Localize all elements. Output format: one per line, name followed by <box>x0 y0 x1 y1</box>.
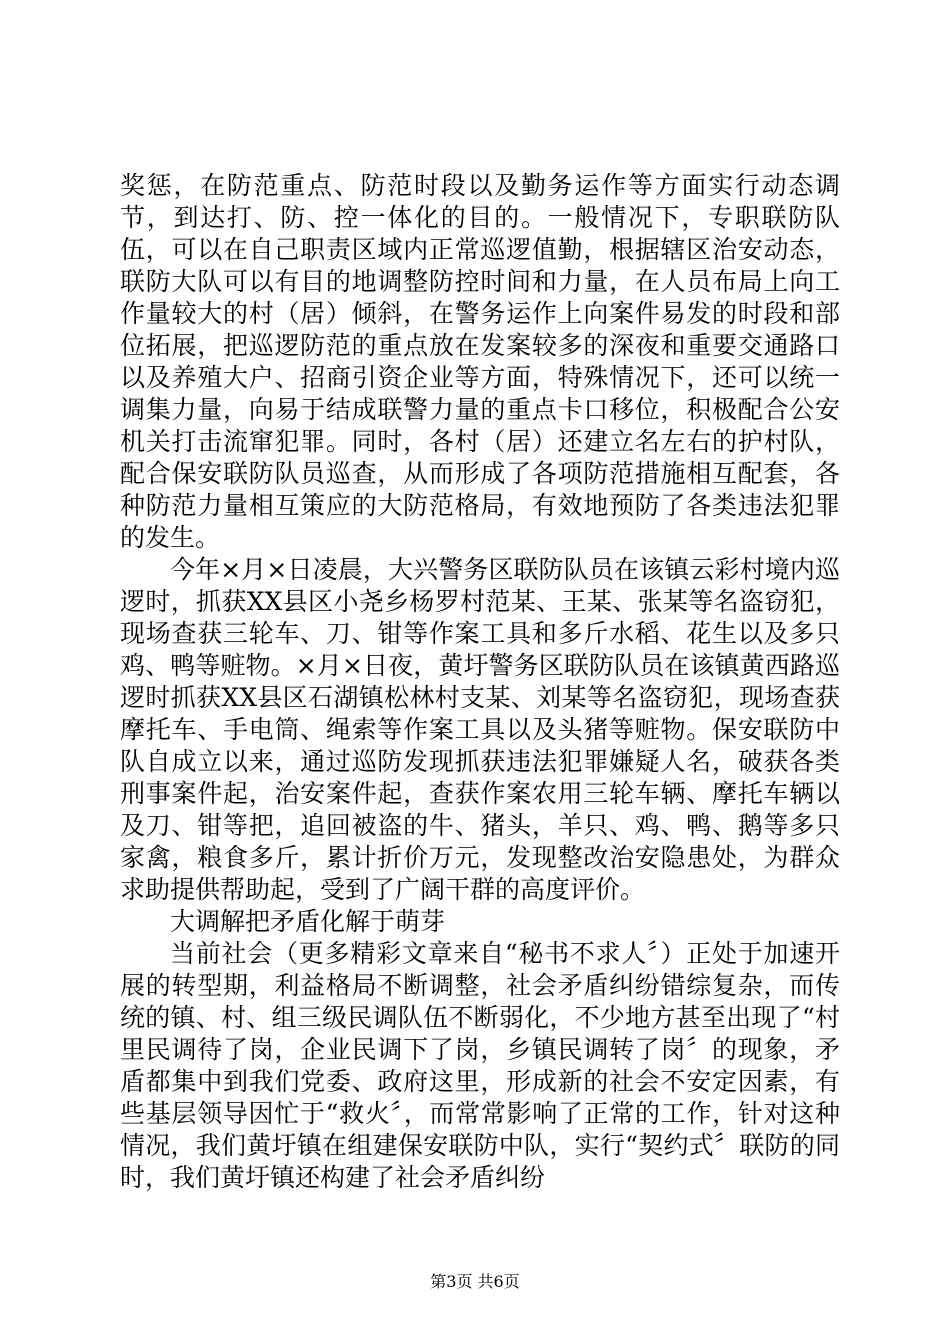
paragraph-2: 今年×月×日凌晨，大兴警务区联防队员在该镇云彩村境内巡逻时，抓获XX县区小尧乡杨罗村范某、王某、张某等名盗窃犯，现场查获三轮车、刀、钳等作案工具和多斤水稻、花生以及多只鸡、鸭等赃物。×月×日夜，黄圩警务区联防队员在该镇黄西路巡逻时抓获XX县区石湖镇松林村支某、刘某等名盗窃犯，现场查获摩托车、手电筒、绳索等作案工具以及头猪等赃物。保安联防中队自成立以来，通过巡防发现抓获违法犯罪嫌疑人名，破获各类刑事案件起，治安案件起，查获作案农用三轮车辆、摩托车辆以及刀、钳等把，追回被盗的牛、猪头，羊只、鸡、鸭、鹅等多只家禽，粮食多斤，累计折价万元，发现整改治安隐患处，为群众求助提供帮助起，受到了广阔干群的高度评价。 <box>120 555 840 904</box>
paragraph-3: 当前社会（更多精彩文章来自“秘书不求人〞）正处于加速开展的转型期，利益格局不断调整，社会矛盾纠纷错综复杂，而传统的镇、村、组三级民调队伍不断弱化，不少地方甚至出现了“村里民调待了岗，企业民调下了岗，乡镇民调转了岗〞的现象，矛盾都集中到我们党委、政府这里，形成新的社会不安定因素，有些基层领导因忙于“救火〞，而常常影响了正常的工作，针对这种情况，我们黄圩镇在组建保安联防中队，实行“契约式〞联防的同时，我们黄圩镇还构建了社会矛盾纠纷 <box>120 939 840 1192</box>
section-heading: 大调解把矛盾化解于萌芽 <box>170 907 446 936</box>
document-body <box>120 170 840 1194</box>
paragraph-1: 奖惩，在防范重点、防范时段以及勤务运作等方面实行动态调节，到达打、防、控一体化的目的。一般情况下，专职联防队伍，可以在自己职责区域内正常巡逻值勤，根据辖区治安动态，联防大队可以有目的地调整防控时间和力量，在人员布局上向工作量较大的村（居）倾斜，在警务运作上向案件易发的时段和部位拓展，把巡逻防范的重点放在发案较多的深夜和重要交通路口以及养殖大户、招商引资企业等方面，特殊情况下，还可以统一调集力量，向易于结成联警力量的重点卡口移位，积极配合公安机关打击流窜犯罪。同时，各村（居）还建立名左右的护村队，配合保安联防队员巡查，从而形成了各项防范措施相互配套，各种防范力量相互策应的大防范格局，有效地预防了各类违法犯罪的发生。 <box>120 171 840 552</box>
page-footer: 第3页 共6页 <box>430 1272 520 1291</box>
